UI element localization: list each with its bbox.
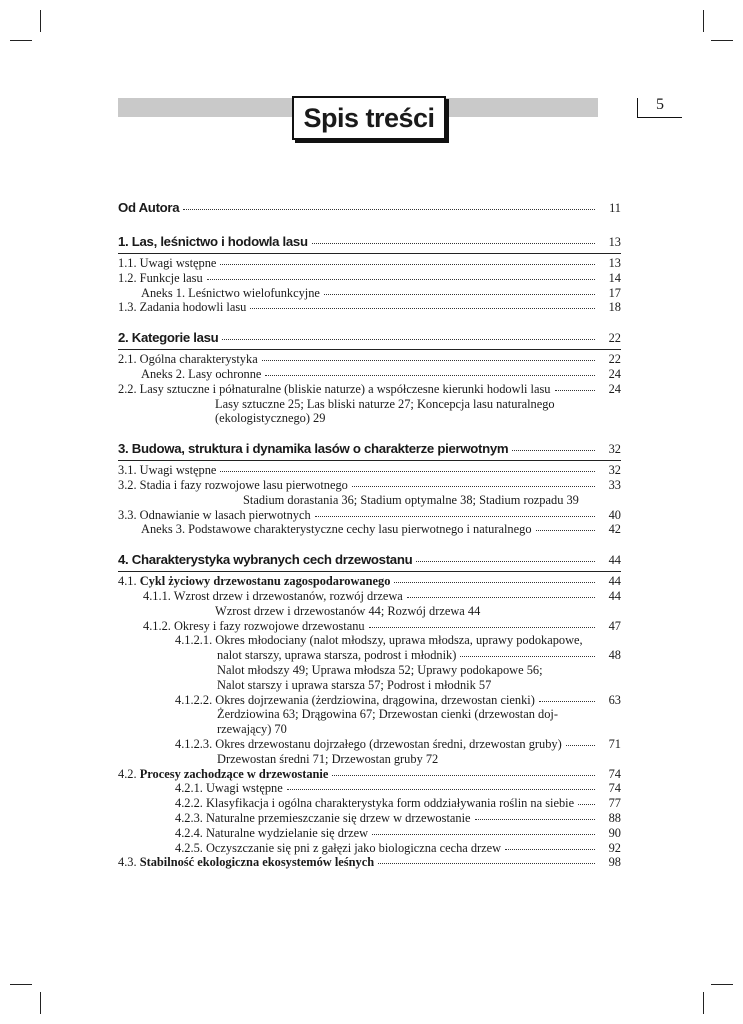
crop-mark [10,40,32,41]
leader-dots [315,516,595,517]
toc-entry-label: 4.1.2.3. Okres drzewostanu dojrzałego (drzewostan średni, drzewostan gruby) [175,736,562,751]
toc-page: 92 [608,840,621,855]
leader-dots [566,745,595,746]
toc-page: 32 [608,442,621,457]
crop-mark [711,40,733,41]
toc-entry[interactable] [118,767,621,782]
leader-dots [220,471,595,472]
toc-page: 44 [608,574,621,589]
toc-page: 98 [608,855,621,870]
toc-entry[interactable] [118,463,621,478]
toc-entry-label: 2.1. Ogólna charakterystyka [118,352,258,367]
toc-page: 13 [608,256,621,270]
toc-chapter-label: 2. Kategorie lasu [118,330,219,346]
toc-entry-label: 4.2.1. Uwagi wstępne [175,781,283,796]
leader-dots [250,308,595,309]
toc-chapter-label: 1. Las, leśnictwo i hodowla lasu [118,234,308,249]
toc-entry[interactable] [118,633,621,648]
toc-subentries: Nalot młodszy 49; Uprawa młodsza 52; Uprawy podokapowe 56; [217,662,543,677]
toc-entry-label: 3.1. Uwagi wstępne [118,463,217,478]
toc-chapter-1[interactable] [118,234,621,250]
crop-mark [10,984,32,985]
leader-dots [262,360,595,361]
toc-chapter-label: Od Autora [118,200,180,215]
crop-mark [40,10,41,32]
leader-dots [475,819,595,820]
toc-entry-label: 4.1.2.2. Okres dojrzewania (żerdziowina, drągowina, drzewostan cienki) [175,692,535,707]
toc-entry-label: 4.1.2.1. Okres młodociany (nalot młodszy, uprawa młodsza, uprawy podokapowe, [175,633,583,648]
toc-page: 74 [608,781,621,796]
section-divider [118,571,621,572]
toc-page: 63 [608,692,621,707]
leader-dots [539,701,595,702]
page-title: Spis treści [292,96,446,140]
toc-entry-label: Aneks 3. Podstawowe charakterystyczne cechy lasu pierwotnego i naturalnego [141,522,532,537]
toc-chapter-label: 3. Budowa, struktura i dynamika lasów o charakterze pierwotnym [118,441,509,457]
toc-page: 24 [608,366,621,381]
toc-entry-label: 3.2. Stadia i fazy rozwojowe lasu pierwotnego [118,477,348,492]
toc-page: 74 [608,766,621,781]
leader-dots [394,582,595,583]
toc-entry[interactable] [118,648,621,663]
leader-dots [287,789,595,790]
toc-entry[interactable] [118,382,621,397]
toc-subentries: Nalot starszy i uprawa starsza 57; Podrost i młodnik 57 [217,677,492,692]
toc-page: 14 [608,270,621,285]
leader-dots [555,390,595,391]
toc-subentries: (ekologistycznego) 29 [215,411,326,426]
toc-page: 32 [608,463,621,478]
leader-dots [512,450,595,451]
toc-page: 40 [608,507,621,522]
toc-subentries: Wzrost drzew i drzewostanów 44; Rozwój drzewa 44 [215,603,481,618]
toc-entry-label: Aneks 2. Lasy ochronne [141,366,262,381]
toc-entry-label: 4.1.1. Wzrost drzew i drzewostanów, rozwój drzewa [143,588,403,603]
toc-entry-label: 4.2.2. Klasyfikacja i ogólna charakterystyka form oddziaływania roślin na siebie [175,796,575,811]
toc-entry-label: 4.1.2. Okresy i fazy rozwojowe drzewostanu [143,618,365,633]
toc-entry-label: 1.1. Uwagi wstępne [118,256,217,270]
toc-page: 13 [608,235,621,249]
page-number-rule [637,117,682,118]
toc-entry-label: 1.3. Zadania hodowli lasu [118,300,247,315]
toc-entry[interactable] [118,693,621,708]
leader-dots [352,486,595,487]
toc-entry[interactable] [118,508,621,523]
toc-entry-label: 2.2. Lasy sztuczne i półnaturalne (bliskie naturze) a współczesne kierunki hodowli lasu [118,381,551,396]
toc-entry-label: 3.3. Odnawianie w lasach pierwotnych [118,507,311,522]
leader-dots [372,834,595,835]
leader-dots [222,339,595,340]
toc-entry[interactable] [118,300,621,315]
leader-dots [183,209,595,210]
toc-entry[interactable] [118,826,621,841]
toc-subentries: Lasy sztuczne 25; Las bliski naturze 27; Koncepcja lasu naturalnego [215,396,555,411]
leader-dots [312,243,595,244]
leader-dots [378,863,595,864]
toc-chapter-label: 4. Charakterystyka wybranych cech drzewostanu [118,552,413,568]
toc-page: 44 [608,588,621,603]
toc-page: 44 [608,553,621,568]
crop-mark [711,984,733,985]
leader-dots [207,279,595,280]
toc-chapter-3[interactable] [118,441,621,457]
toc-entry-label: 4.2.4. Naturalne wydzielanie się drzew [175,825,369,840]
toc-page: 11 [609,201,621,215]
section-divider [118,460,621,461]
toc-entry-label: 1.2. Funkcje lasu [118,270,203,285]
toc-page: 90 [608,825,621,840]
toc-page: 42 [608,522,621,537]
leader-dots [324,294,595,295]
toc-entry[interactable] [118,811,621,826]
crop-mark [703,992,704,1014]
toc-page: 48 [608,648,621,663]
crop-mark [40,992,41,1014]
toc-entry[interactable] [118,256,621,271]
toc-entry[interactable] [118,737,621,752]
toc-entry[interactable] [118,522,621,537]
toc-entry[interactable] [118,286,621,301]
leader-dots [416,561,595,562]
toc-entry-label: Aneks 1. Leśnictwo wielofunkcyjne [141,285,320,300]
toc-entry-label: 4.2. Procesy zachodzące w drzewostanie [118,766,329,781]
toc-entry-label: 4.2.3. Naturalne przemieszczanie się drzew w drzewostanie [175,810,471,825]
toc-entry[interactable] [118,855,621,870]
toc-subentries: Stadium dorastania 36; Stadium optymalne 38; Stadium rozpadu 39 [243,492,579,507]
crop-mark [703,10,704,32]
leader-dots [407,597,595,598]
page-number: 5 [656,96,664,113]
leader-dots [536,530,595,531]
toc-entry[interactable] [118,271,621,286]
table-of-contents [118,200,621,870]
leader-dots [369,627,595,628]
toc-entry[interactable] [118,574,621,589]
toc-entry[interactable] [118,781,621,796]
toc-entry-label: 4.1. Cykl życiowy drzewostanu zagospodarowanego [118,574,391,589]
section-divider [118,349,621,350]
toc-entry[interactable] [118,841,621,856]
toc-page: 22 [608,352,621,367]
toc-page: 17 [608,285,621,300]
toc-page: 77 [608,796,621,811]
toc-entry-label: 4.3. Stabilność ekologiczna ekosystemów leśnych [118,855,375,870]
toc-chapter-od-autora[interactable] [118,200,621,216]
toc-entry[interactable] [118,796,621,811]
toc-page: 22 [608,331,621,346]
leader-dots [460,656,595,657]
leader-dots [265,375,595,376]
toc-subentries: Drzewostan średni 71; Drzewostan gruby 72 [217,751,439,766]
leader-dots [332,775,595,776]
leader-dots [220,264,595,265]
leader-dots [505,849,595,850]
toc-subentries: rzewający) 70 [217,722,287,737]
toc-page: 47 [608,618,621,633]
toc-entry-label: nalot starszy, uprawa starsza, podrost i młodnik) [217,648,457,663]
toc-chapter-4[interactable] [118,552,621,568]
toc-chapter-2[interactable] [118,330,621,346]
toc-page: 88 [608,810,621,825]
section-divider [118,253,621,254]
toc-entry[interactable] [118,367,621,382]
toc-entry[interactable] [118,478,621,493]
leader-dots [578,804,595,805]
toc-page: 24 [608,381,621,396]
toc-subentries: Żerdziowina 63; Drągowina 67; Drzewostan cienki (drzewostan doj- [217,707,558,722]
toc-entry[interactable] [118,352,621,367]
page-number-rule [637,98,638,118]
toc-entry-label: 4.2.5. Oczyszczanie się pni z gałęzi jako biologiczna cecha drzew [175,840,502,855]
toc-entry[interactable] [118,619,621,634]
toc-page: 33 [608,477,621,492]
toc-page: 71 [608,736,621,751]
toc-entry[interactable] [118,589,621,604]
toc-page: 18 [608,300,621,315]
